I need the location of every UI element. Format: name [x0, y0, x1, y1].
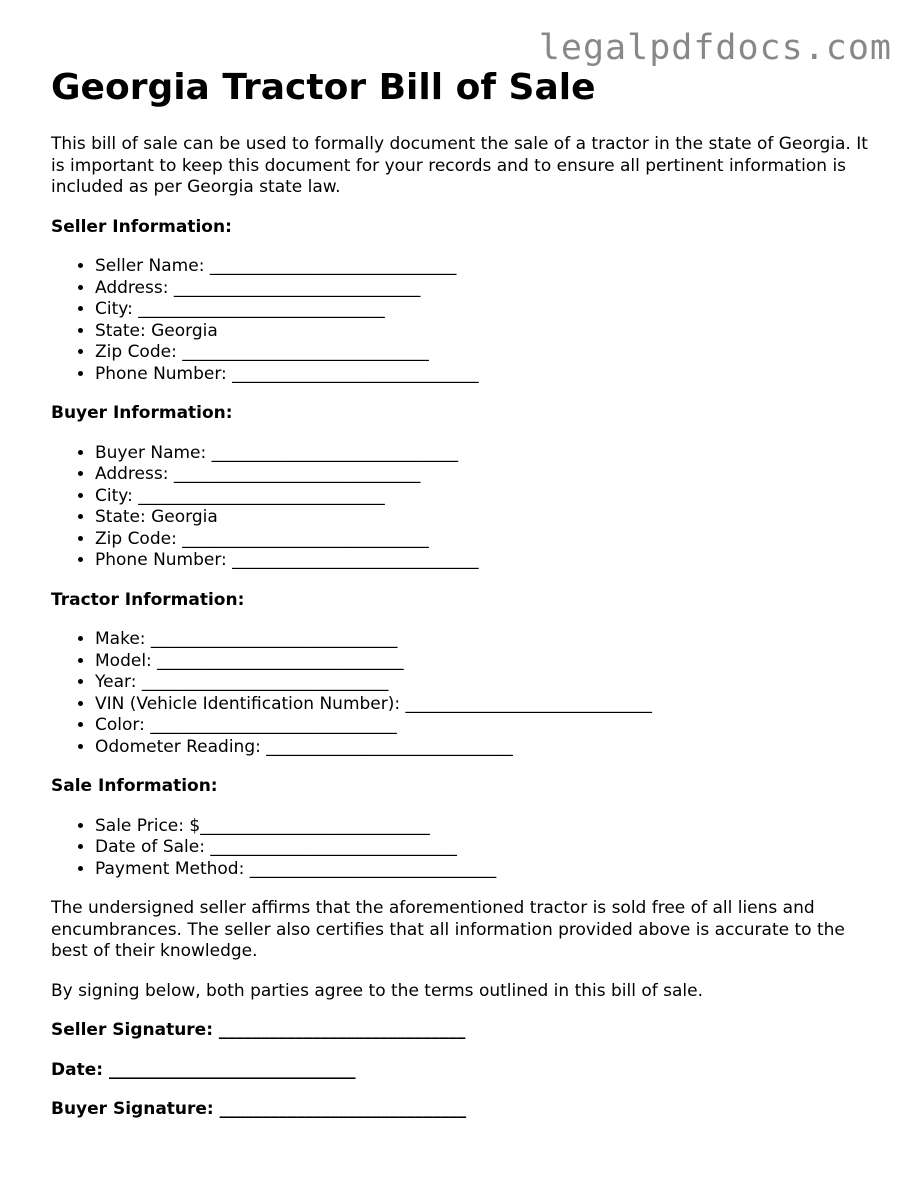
tractor-color-field: • Color: _____________________________	[95, 715, 881, 737]
tractor-year-field: • Year: _____________________________	[95, 672, 881, 694]
watermark: legalpdfdocs.com	[538, 28, 892, 68]
seller-zip-field: • Zip Code: _____________________________	[95, 342, 881, 364]
seller-phone-field: • Phone Number: _____________________________	[95, 364, 881, 386]
buyer-info-list	[51, 443, 881, 572]
document-body	[51, 66, 881, 1121]
seller-city-field: • City: _____________________________	[95, 299, 881, 321]
tractor-odometer-field: • Odometer Reading: _____________________________	[95, 737, 881, 759]
seller-info-list	[51, 256, 881, 385]
tractor-vin-field: • VIN (Vehicle Identification Number): _____________________________	[95, 694, 881, 716]
affirmation-paragraph: The undersigned seller affirms that the aforementioned tractor is sold free of all liens and encumbrances. The seller also certifies that all information provided above is accurate to the best of their knowledge.	[51, 898, 845, 961]
buyer-address-field: • Address: _____________________________	[95, 464, 881, 486]
tractor-model-field: • Model: _____________________________	[95, 651, 881, 673]
signature-date-line: Date: _____________________________	[51, 1059, 356, 1080]
seller-name-field: • Seller Name: _____________________________	[95, 256, 881, 278]
seller-state-field: • State: Georgia	[95, 321, 881, 343]
buyer-state-field: • State: Georgia	[95, 507, 881, 529]
intro-paragraph: This bill of sale can be used to formally document the sale of a tractor in the state of Georgia. It is important to keep this document for your records and to ensure all pertinent information is included as per Georgia state law.	[51, 134, 868, 197]
buyer-name-field: • Buyer Name: _____________________________	[95, 443, 881, 465]
tractor-info-list	[51, 629, 881, 758]
sale-date-field: • Date of Sale: _____________________________	[95, 837, 881, 859]
buyer-zip-field: • Zip Code: _____________________________	[95, 529, 881, 551]
sale-section-heading: Sale Information:	[51, 776, 218, 796]
buyer-city-field: • City: _____________________________	[95, 486, 881, 508]
agreement-paragraph: By signing below, both parties agree to the terms outlined in this bill of sale.	[51, 980, 704, 1001]
payment-method-field: • Payment Method: _____________________________	[95, 859, 881, 881]
buyer-section-heading: Buyer Information:	[51, 403, 233, 423]
seller-address-field: • Address: _____________________________	[95, 278, 881, 300]
tractor-section-heading: Tractor Information:	[51, 589, 245, 610]
sale-info-list	[51, 816, 881, 881]
buyer-phone-field: • Phone Number: _____________________________	[95, 550, 881, 572]
buyer-signature-line: Buyer Signature: _____________________________	[51, 1099, 467, 1119]
page-title: Georgia Tractor Bill of Sale	[51, 67, 596, 108]
seller-section-heading: Seller Information:	[51, 216, 232, 237]
sale-price-field: • Sale Price: $___________________________	[95, 816, 881, 838]
seller-signature-line: Seller Signature: _____________________________	[51, 1020, 466, 1040]
tractor-make-field: • Make: _____________________________	[95, 629, 881, 651]
